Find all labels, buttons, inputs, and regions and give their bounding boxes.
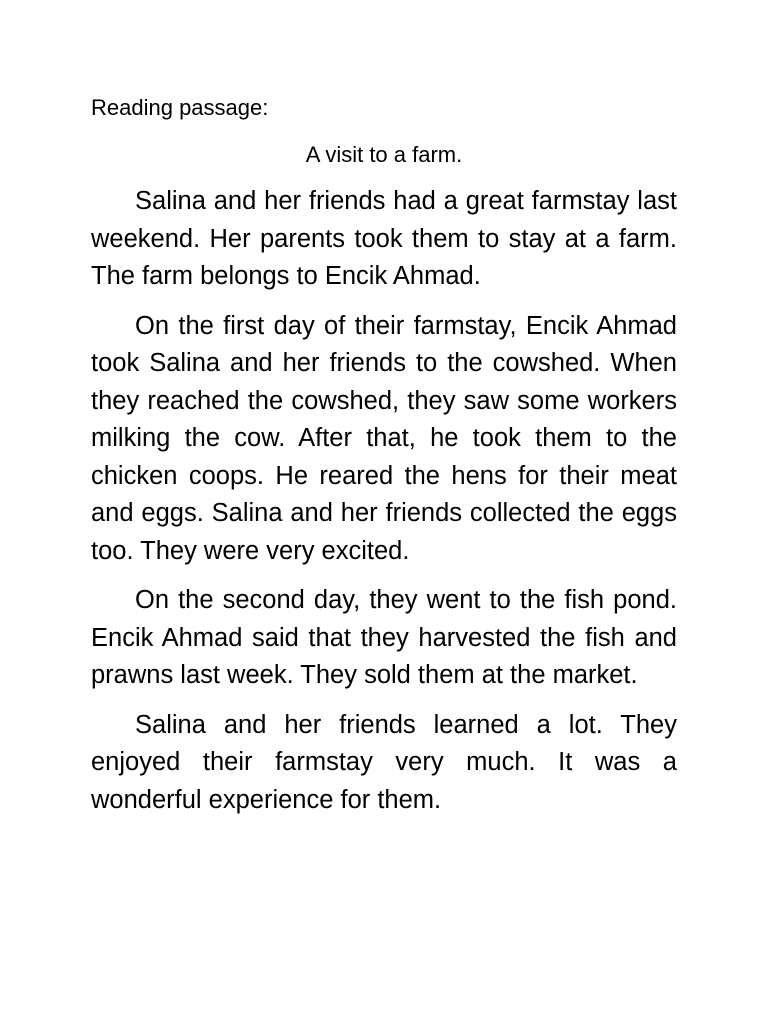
document-page — [91, 93, 677, 819]
story-paragraph-4: Salina and her friends learned a lot. They enjoyed their farmstay very much. It was a wonderful experience for them. — [91, 710, 677, 814]
story-paragraph-3: On the second day, they went to the fish pond. Encik Ahmad said that they harvested the fish and prawns last week. They sold them at the market. — [91, 586, 677, 689]
story-paragraph-2: On the first day of their farmstay, Encik Ahmad took Salina and her friends to the cowshed. When they reached the cowshed, they saw some workers milking the cow. After that, he took them to the chicken coops. He reared the hens for their meat and eggs. Salina and her friends collected the eggs too. They were very excited. — [91, 311, 677, 565]
story-paragraph-1: Salina and her friends had a great farmstay last weekend. Her parents took them to stay at a farm. The farm belongs to Encik Ahmad. — [91, 187, 677, 290]
reading-passage-label: Reading passage: — [91, 95, 269, 120]
story-title: A visit to a farm. — [305, 142, 463, 167]
